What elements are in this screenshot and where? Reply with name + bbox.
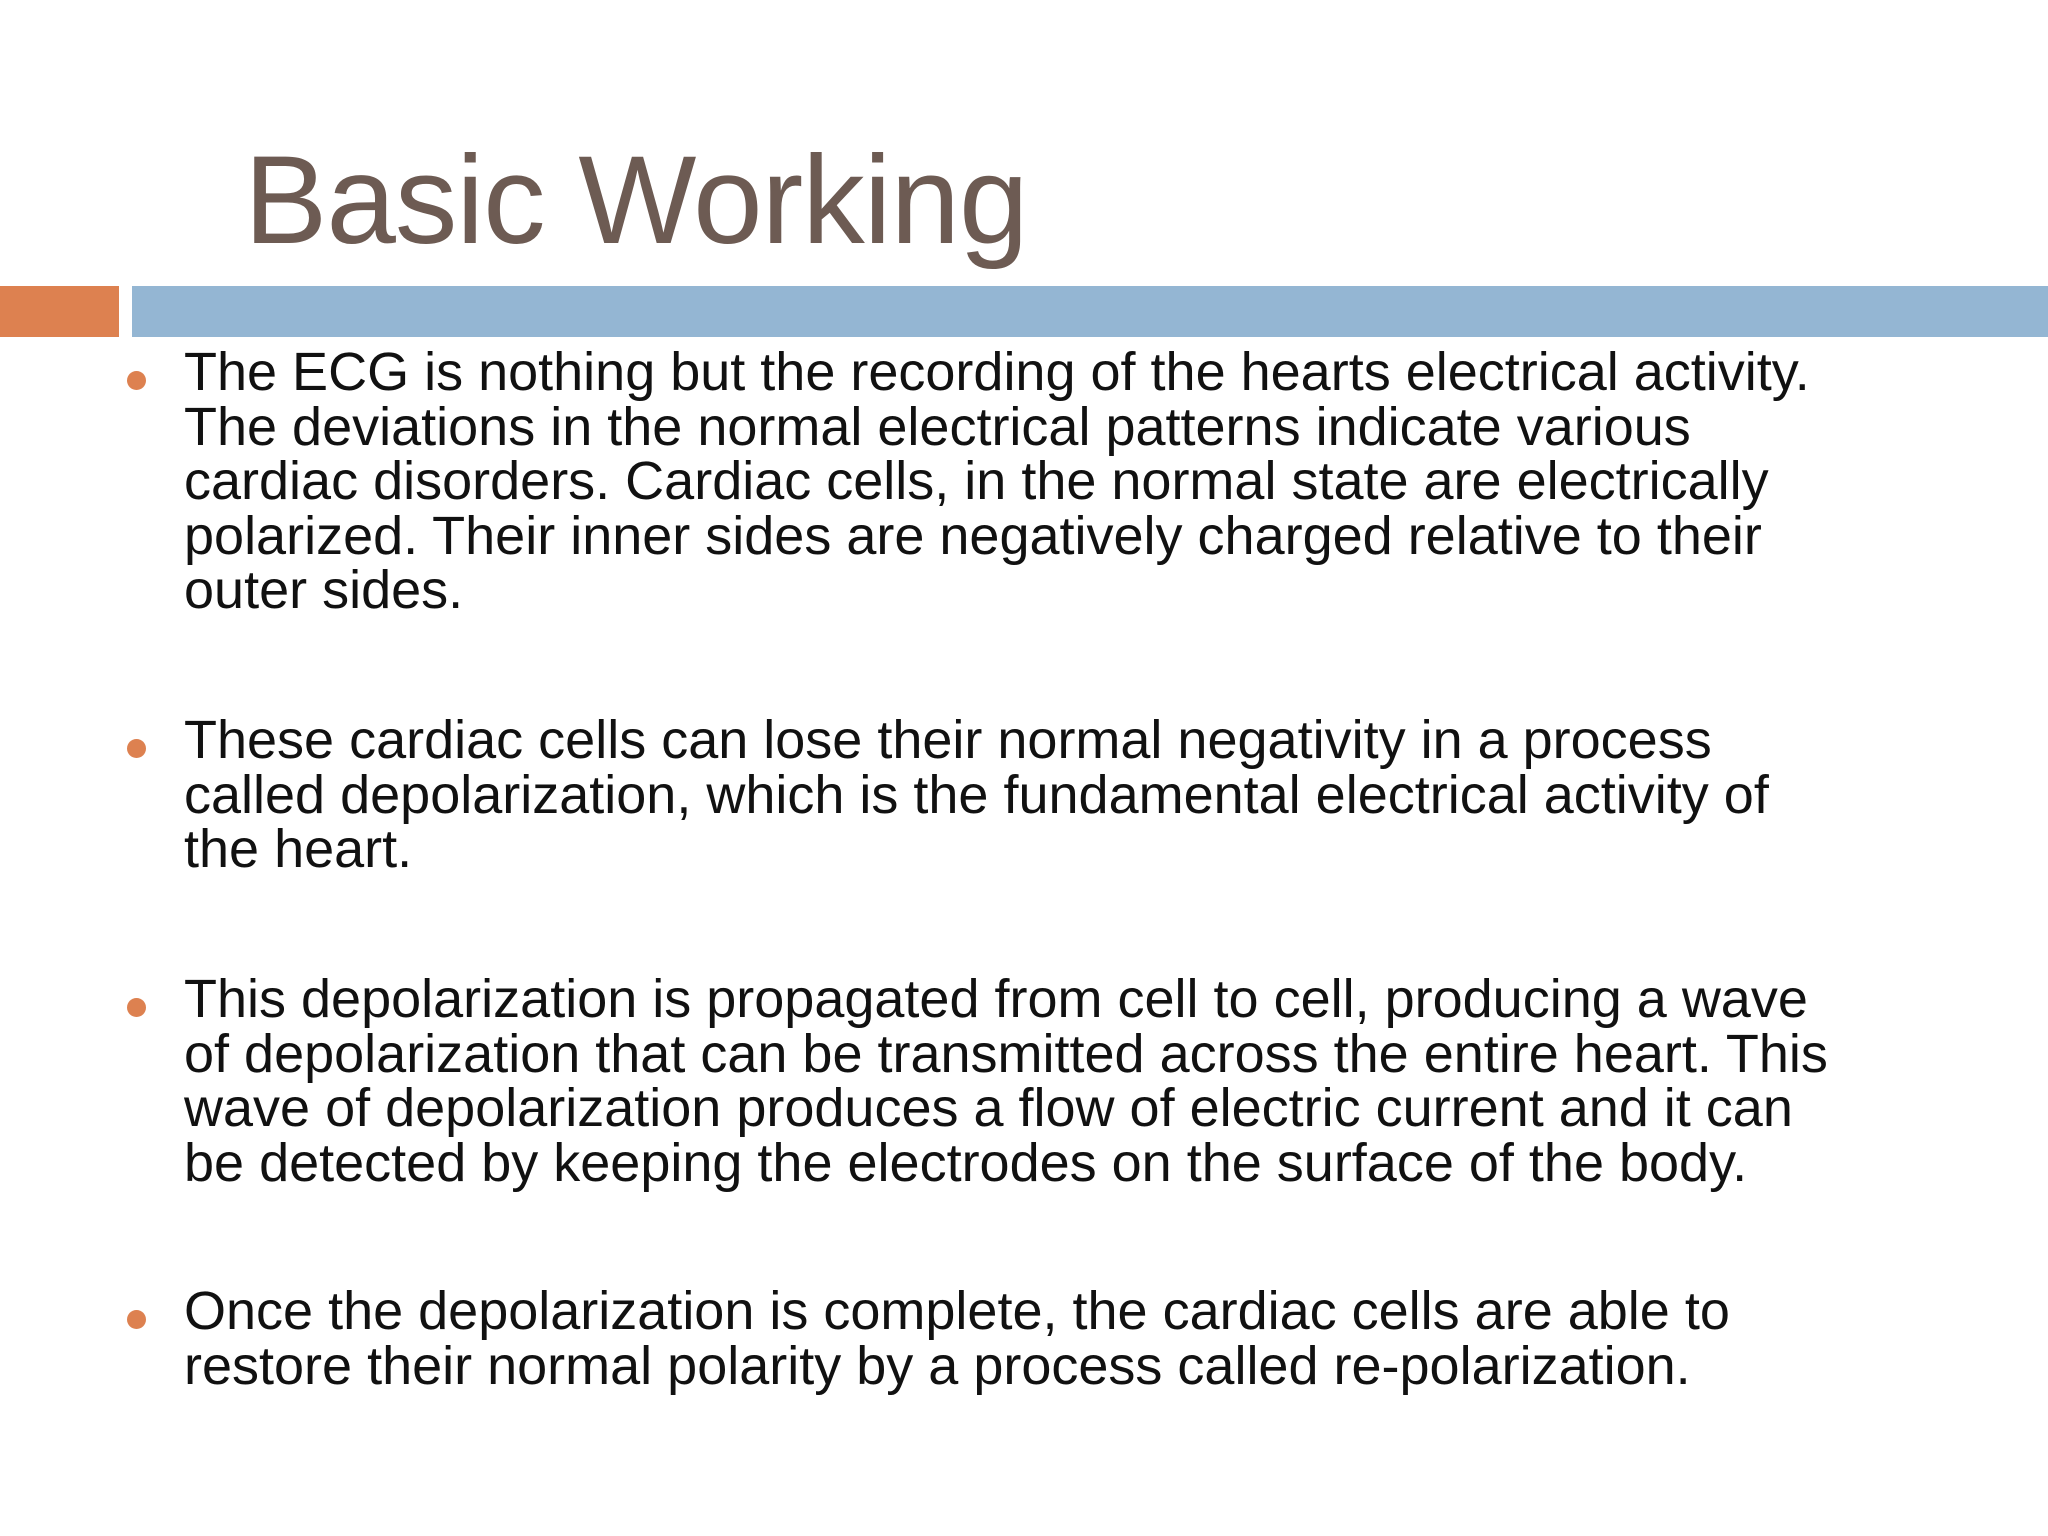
bullet-text: Once the depolarization is complete, the cardiac cells are able to restore their normal polarity by a process called re-polarization. — [184, 1281, 1730, 1396]
bullet-text: This depolarization is propagated from cell to cell, producing a wave of depolarization that can be transmitted across the entire heart. This wave of depolarization produces a flow of electric current and it can be detected by keeping the electrodes on the surface of the body. — [184, 969, 1828, 1193]
slide-title: Basic Working — [244, 131, 1028, 270]
bullet-dot-icon — [127, 1310, 146, 1329]
bullet-text: These cardiac cells can lose their normal negativity in a process called depolarization, which is the fundamental electrical activity of the heart. — [184, 710, 1769, 879]
title-accent-bar-orange — [0, 286, 119, 337]
bullet-dot-icon — [127, 998, 146, 1017]
bullet-text: The ECG is nothing but the recording of the hearts electrical activity. The deviations in the normal electrical patterns indicate various cardiac disorders. Cardiac cells, in the normal state are electrically polarized. Their inner sides are negatively charged relative to their outer sides. — [184, 342, 1810, 620]
bullet-list — [120, 340, 1940, 1460]
bullet-dot-icon — [127, 739, 146, 758]
title-accent-bar-blue — [132, 286, 2048, 337]
bullet-dot-icon — [127, 371, 146, 390]
